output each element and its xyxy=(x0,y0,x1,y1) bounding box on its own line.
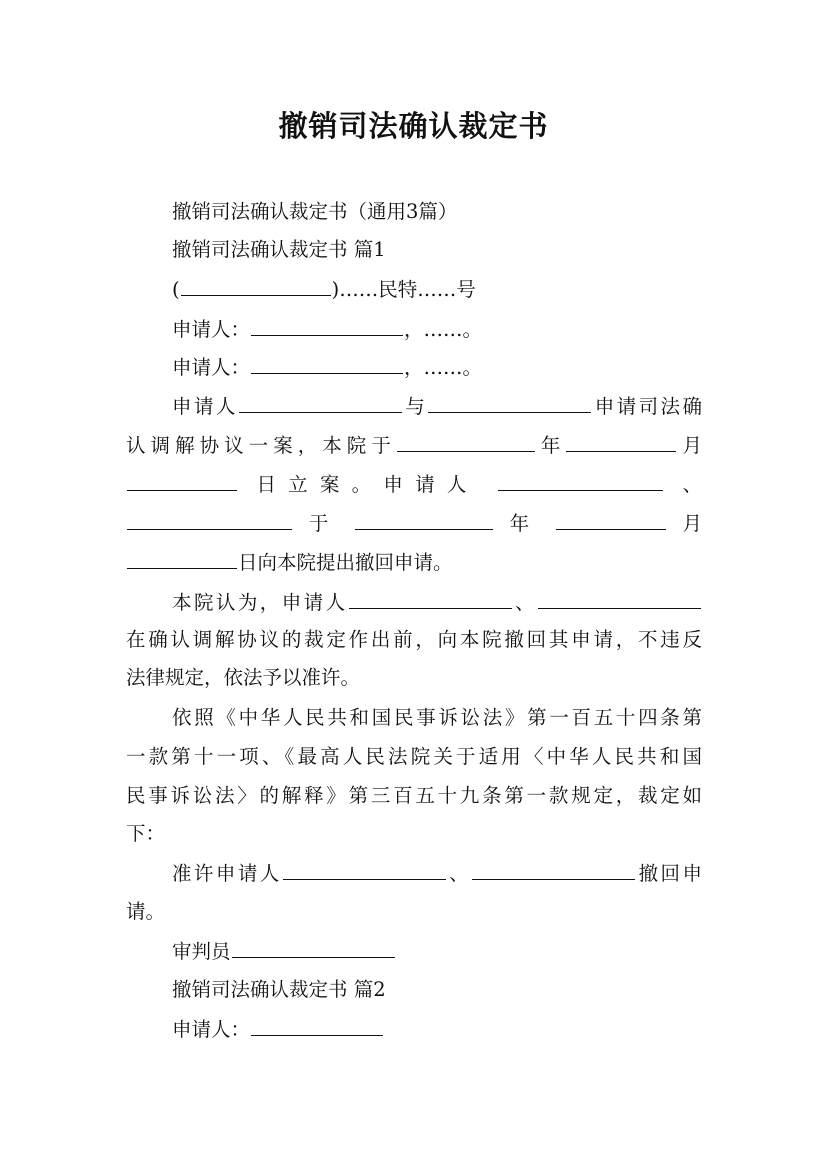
piece2-applicant-blank xyxy=(251,1016,383,1036)
general-heading: 撤销司法确认裁定书（通用3篇） xyxy=(172,200,458,223)
document-title: 撤销司法确认裁定书 xyxy=(278,109,549,143)
para2-line1: 本院认为，申请人 、 xyxy=(172,589,702,616)
para3-line1: 依照《中华人民共和国民事诉讼法》第一百五十四条第 xyxy=(172,706,702,729)
para2-line3: 法律规定，依法予以准许。 xyxy=(126,666,361,689)
case-year-blank xyxy=(181,276,331,296)
judge-line: 审判员 xyxy=(172,938,702,965)
judge-name-blank xyxy=(232,938,395,958)
para1-line3: 日立案。申请人 、 xyxy=(126,471,702,498)
para4-line1: 准许申请人 、 撤回申 xyxy=(172,862,702,885)
para1-line1: 申请人 与 申请司法确 xyxy=(172,395,702,418)
case-number-line: ( )……民特……号 xyxy=(172,278,476,301)
piece2-heading: 撤销司法确认裁定书 篇2 xyxy=(172,978,386,1001)
para1-line5: 日向本院提出撤回申请。 xyxy=(126,549,702,576)
para3-line3: 民事诉讼法〉的解释》第三百五十九条第一款规定，裁定如 xyxy=(126,784,702,807)
para2-line2: 在确认调解协议的裁定作出前，向本院撤回其申请，不违反 xyxy=(126,628,702,651)
piece1-heading: 撤销司法确认裁定书 篇1 xyxy=(172,238,386,261)
applicant-2-blank xyxy=(251,354,403,374)
applicant-1-blank xyxy=(251,316,403,336)
para3-line2: 一款第十一项、《最高人民法院关于适用〈中华人民共和国 xyxy=(126,745,702,768)
piece2-applicant-line: 申请人： xyxy=(172,1016,702,1043)
applicant-line-1: 申请人： ，……。 xyxy=(172,318,483,341)
applicant-line-2: 申请人： ，……。 xyxy=(172,356,483,379)
para4-line2: 请。 xyxy=(126,900,166,923)
para3-line4: 下： xyxy=(126,822,166,845)
para1-line2: 认调解协议一案，本院于 年 月 xyxy=(126,434,702,457)
para1-line4: 于 年 月 xyxy=(126,510,702,537)
